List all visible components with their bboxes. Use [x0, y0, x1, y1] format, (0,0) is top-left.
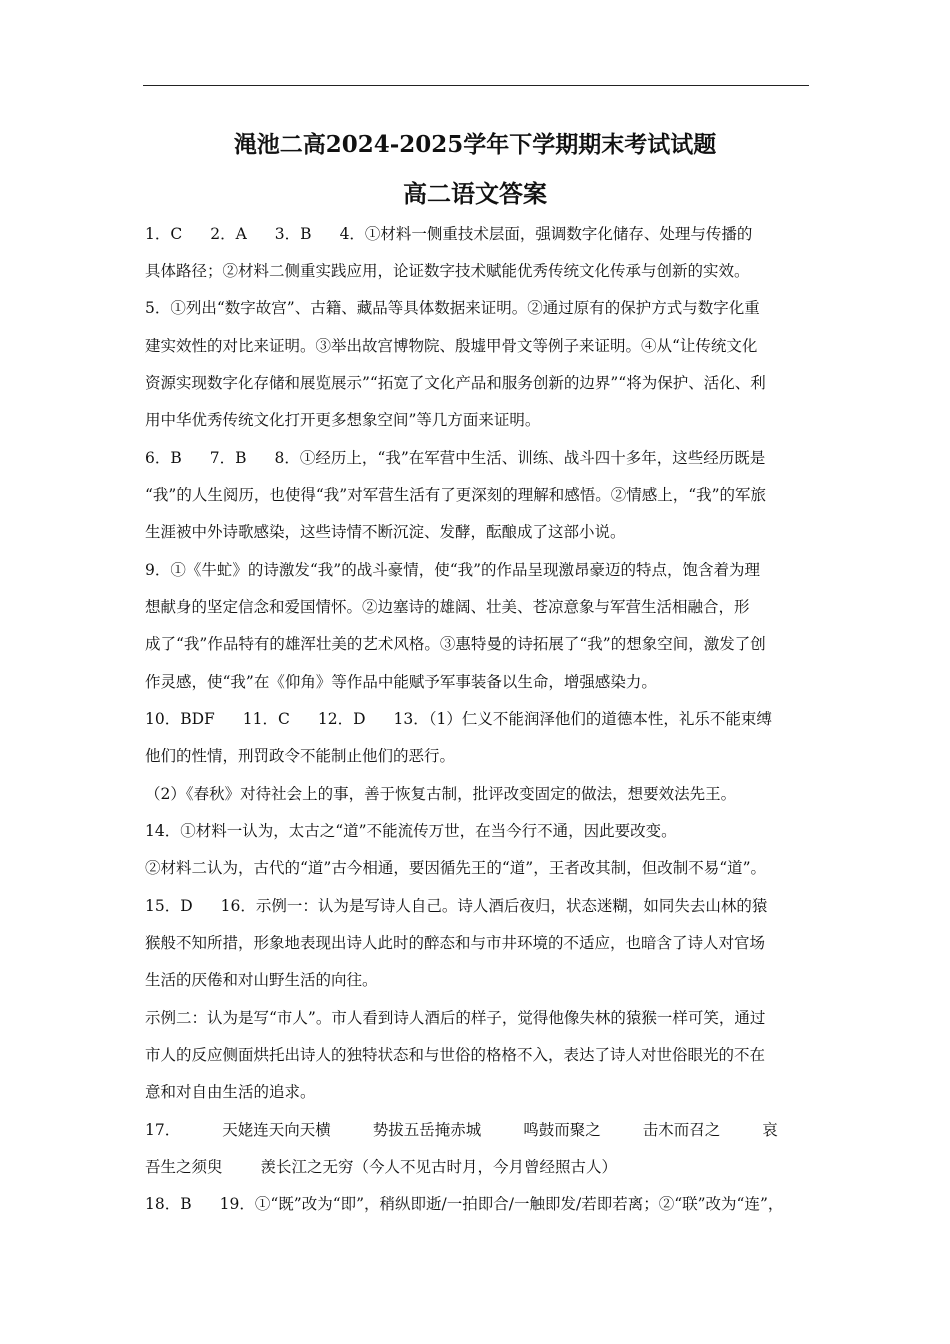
answer-line: 想献身的坚定信念和爱国情怀。②边塞诗的雄阔、壮美、苍凉意象与军营生活相融合，形 [145, 598, 750, 616]
answer-line: 5．①列出“数字故宫”、古籍、藏品等具体数据来证明。②通过原有的保护方式与数字化重 [145, 299, 760, 317]
answer-line: 他们的性情，刑罚政令不能制止他们的恶行。 [145, 747, 456, 765]
answer-line: 1．C 2．A 3．B 4．①材料一侧重技术层面，强调数字化储存、处理与传播的 [145, 225, 753, 243]
answer-line: 猴般不知所措，形象地表现出诗人此时的醉态和与市井环境的不适应，也暗含了诗人对官场 [145, 934, 766, 952]
answer-line: “我”的人生阅历，也使得“我”对军营生活有了更深刻的理解和感悟。②情感上，“我”的军旅 [145, 486, 767, 504]
answer-line: 用中华优秀传统文化打开更多想象空间”等几方面来证明。 [145, 411, 541, 429]
answer-line: 市人的反应侧面烘托出诗人的独特状态和与世俗的格格不入，表达了诗人对世俗眼光的不在 [145, 1046, 766, 1064]
answer-line: 10．BDF 11．C 12．D 13．（1）仁义不能润泽他们的道德本性，礼乐不能束缚 [145, 710, 772, 728]
answer-line: 资源实现数字化存储和展览展示”“拓宽了文化产品和服务创新的边界”“将为保护、活化、利 [145, 374, 766, 392]
answer-line: 9．①《牛虻》的诗激发“我”的战斗豪情，使“我”的作品呈现激昂豪迈的特点，饱含着为理 [145, 561, 761, 579]
answer-line: ②材料二认为，古代的“道”古今相通，要因循先王的“道”，王者改其制，但改制不易“道”。 [145, 859, 767, 877]
answer-line: 成了“我”作品特有的雄浑壮美的艺术风格。③惠特曼的诗拓展了“我”的想象空间，激发了创 [145, 635, 766, 653]
answer-line: 具体路径；②材料二侧重实践应用，论证数字技术赋能优秀传统文化传承与创新的实效。 [145, 262, 750, 280]
answer-line: 14．①材料一认为，太古之“道”不能流传万世，在当今行不通，因此要改变。 [145, 822, 677, 840]
answer-line: 建实效性的对比来证明。③举出故宫博物院、殷墟甲骨文等例子来证明。④从“让传统文化 [145, 337, 758, 355]
answer-line: 生活的厌倦和对山野生活的向往。 [145, 971, 378, 989]
answer-line: 示例二：认为是写“市人”。市人看到诗人酒后的样子，觉得他像失林的猿猴一样可笑，通过 [145, 1009, 766, 1027]
answer-line: 作灵感，使“我”在《仰角》等作品中能赋予军事装备以生命，增强感染力。 [145, 673, 657, 691]
page-subtitle: 高二语文答案 [403, 179, 547, 208]
answer-line: 生涯被中外诗歌感染，这些诗情不断沉淀、发酵，酝酿成了这部小说。 [145, 523, 626, 541]
answer-line: 17． 天姥连天向天横 势拔五岳掩赤城 鸣鼓而聚之 击木而召之 哀 [145, 1121, 778, 1139]
answer-line: 吾生之须臾 羡长江之无穷（今人不见古时月，今月曾经照古人） [145, 1158, 618, 1176]
answer-line: 意和对自由生活的追求。 [145, 1083, 316, 1101]
answer-line: （2）《春秋》对待社会上的事，善于恢复古制，批评改变固定的做法，想要效法先王。 [145, 785, 737, 803]
top-rule [143, 85, 809, 86]
page-title: 渑池二高2024-2025学年下学期期末考试试题 [233, 131, 717, 158]
answer-line: 15．D 16．示例一：认为是写诗人自己。诗人酒后夜归，状态迷糊，如同失去山林的猿 [145, 897, 768, 915]
answer-line: 18．B 19．①“既”改为“即”，稍纵即逝/一拍即合/一触即发/若即若离；②“联”改为“连”， [145, 1195, 784, 1213]
answer-line: 6．B 7．B 8．①经历上，“我”在军营中生活、训练、战斗四十多年，这些经历既是 [145, 449, 766, 467]
